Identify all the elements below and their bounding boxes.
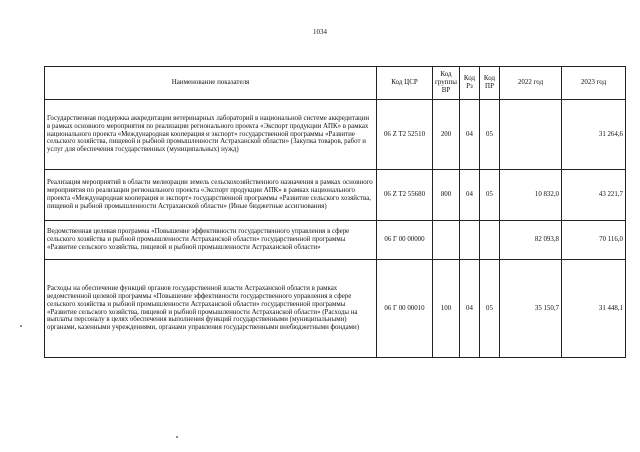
page-number: 1034 bbox=[313, 28, 327, 36]
row-vr: 800 bbox=[433, 170, 460, 221]
scan-speck bbox=[20, 325, 22, 327]
header-csr: Код ЦСР bbox=[377, 67, 433, 100]
row-pr: 05 bbox=[480, 260, 500, 358]
row-name: Расходы на обеспечение функций органов государственной власти Астраханской области в рамках ведомственной целевой программы «Повышение эффективности государственного управления в сфере сельского хозяйства и рыбной промышленности Астраханской области» государственной программы «Развитие сельского хозяйства, пищевой и рыбной промышленности Астраханской области» (Расходы на выплаты персоналу в целях обеспечения выполнения функций государственными (муниципальными) органами, казенными учреждениями, органами управления государственными внебюджетными фондами) bbox=[45, 260, 377, 358]
row-vr: 100 bbox=[433, 260, 460, 358]
row-name: Ведомственная целевая программа «Повышение эффективности государственного управления в сфере сельского хозяйства и рыбной промышленности Астраханской области» государственной программы «Развитие сельского хозяйства, пищевой и рыбной промышленности Астраханской области» bbox=[45, 221, 377, 260]
header-row bbox=[45, 67, 626, 100]
row-2023: 70 116,0 bbox=[562, 221, 626, 260]
row-name: Государственная поддержка аккредитации ветеринарных лабораторий в национальной системе аккредитации в рамках основного мероприятия по реализации регионального проекта «Экспорт продукции АПК» в рамках национального проекта «Международная кооперация и экспорт» государственной программы «Развитие сельского хозяйства, пищевой и рыбной промышленности Астраханской области» (Закупка товаров, работ и услуг для обеспечения государственных (муниципальных) нужд) bbox=[45, 100, 377, 170]
row-rz: 04 bbox=[460, 100, 480, 170]
table-row bbox=[45, 100, 626, 170]
row-rz: 04 bbox=[460, 260, 480, 358]
header-name: Наименование показателя bbox=[45, 67, 377, 100]
budget-table bbox=[44, 66, 626, 358]
header-2022: 2022 год bbox=[500, 67, 562, 100]
header-pr: Код ПР bbox=[480, 67, 500, 100]
row-2023: 31 448,1 bbox=[562, 260, 626, 358]
row-pr: 05 bbox=[480, 100, 500, 170]
table-row bbox=[45, 221, 626, 260]
row-csr: 06 Г 00 00000 bbox=[377, 221, 433, 260]
row-pr: 05 bbox=[480, 170, 500, 221]
header-2023: 2023 год bbox=[562, 67, 626, 100]
row-2022: 82 093,8 bbox=[500, 221, 562, 260]
header-vr: Код группы ВР bbox=[433, 67, 460, 100]
row-csr: 06 Г 00 00010 bbox=[377, 260, 433, 358]
row-name: Реализация мероприятий в области мелиорации земель сельскохозяйственного назначения в рамках основного мероприятия по реализации регионального проекта «Экспорт продукции АПК» в рамках национального проекта «Международная кооперация и экспорт» государственной программы «Развитие сельского хозяйства, пищевой и рыбной промышленности Астраханской области» (Иные бюджетные ассигнования) bbox=[45, 170, 377, 221]
row-rz: 04 bbox=[460, 170, 480, 221]
row-csr: 06 Z T2 52510 bbox=[377, 100, 433, 170]
row-2022: 10 832,0 bbox=[500, 170, 562, 221]
row-rz bbox=[460, 221, 480, 260]
table-row bbox=[45, 260, 626, 358]
row-2023: 43 221,7 bbox=[562, 170, 626, 221]
row-2023: 31 264,6 bbox=[562, 100, 626, 170]
row-2022 bbox=[500, 100, 562, 170]
header-rz: Код Рз bbox=[460, 67, 480, 100]
scan-speck bbox=[176, 436, 178, 438]
row-csr: 06 Z T2 55680 bbox=[377, 170, 433, 221]
row-vr bbox=[433, 221, 460, 260]
table-row bbox=[45, 170, 626, 221]
row-vr: 200 bbox=[433, 100, 460, 170]
row-pr bbox=[480, 221, 500, 260]
row-2022: 35 150,7 bbox=[500, 260, 562, 358]
